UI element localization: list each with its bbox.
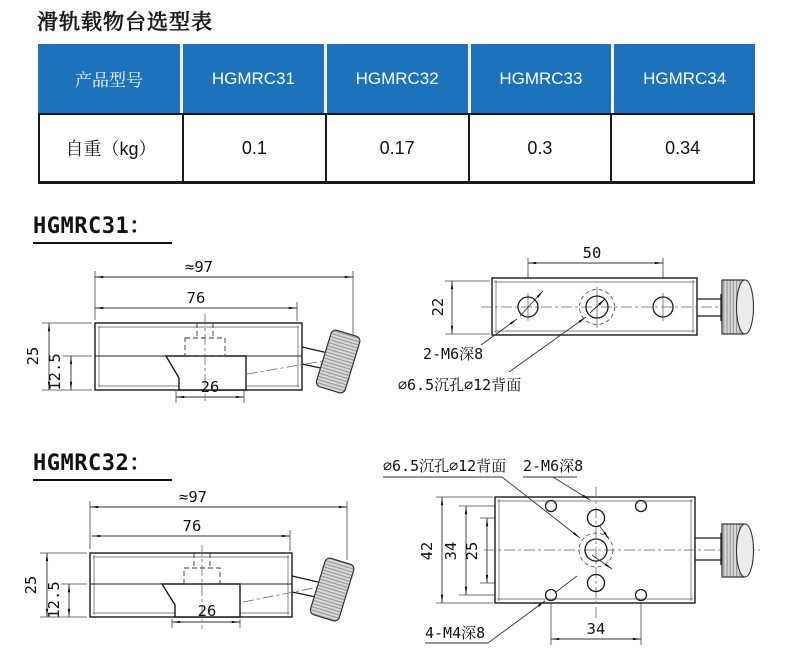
table-header-hgmrc32: HGMRC32	[324, 44, 468, 113]
weight-value-hgmrc32: 0.17	[325, 115, 468, 181]
weight-value-hgmrc34: 0.34	[610, 115, 753, 181]
knurled-knob	[722, 280, 754, 334]
table-row-label: 自重（kg）	[40, 115, 182, 181]
dim-height: 25	[22, 575, 40, 595]
section-heading-hgmrc31: HGMRC31：	[33, 209, 172, 244]
clamp-shaft	[695, 533, 721, 565]
dim-block-width: 26	[197, 602, 217, 620]
hgmrc32-drawing	[0, 448, 790, 662]
dim-plate-width: 22	[429, 297, 447, 317]
table-header-hgmrc34: HGMRC34	[611, 44, 755, 113]
weight-value-hgmrc31: 0.1	[182, 115, 325, 181]
hgmrc32-side-view	[22, 488, 355, 629]
dim-block-width: 26	[200, 378, 220, 396]
dim-half-height: 12.5	[45, 581, 63, 619]
knurled-knob	[722, 524, 754, 577]
dim-m6-spacing: 25	[463, 541, 481, 561]
plate-body	[492, 278, 697, 335]
clamp-shaft	[697, 294, 721, 321]
section-heading-hgmrc32: HGMRC32：	[33, 446, 172, 481]
dim-overall-width: ≈97	[185, 258, 213, 276]
table-body-row	[38, 113, 755, 184]
dim-hole-spacing: 50	[582, 244, 602, 262]
knurled-knob	[315, 329, 361, 394]
dim-half-height: 12.5	[46, 353, 64, 391]
table-header-row	[38, 44, 755, 113]
knurled-knob	[309, 557, 355, 622]
dim-body-width: 76	[186, 289, 206, 307]
dim-m4-spacing-h: 34	[586, 620, 606, 638]
label-m6-holes: 2-M6深8	[523, 457, 584, 475]
weight-value-hgmrc33: 0.3	[468, 115, 611, 181]
table-header-product-model: 产品型号	[38, 44, 180, 113]
dim-overall-width: ≈97	[179, 488, 207, 506]
dim-plate-height: 42	[418, 541, 436, 561]
clamp-shaft	[292, 576, 318, 597]
hgmrc31-side-view	[24, 258, 361, 403]
product-selection-table	[38, 44, 755, 184]
hgmrc31-top-view	[398, 244, 754, 394]
dim-m4-spacing-v: 34	[442, 541, 460, 561]
table-header-hgmrc33: HGMRC33	[468, 44, 612, 113]
table-header-hgmrc31: HGMRC31	[180, 44, 324, 113]
label-m6-holes: 2-M6深8	[423, 345, 484, 363]
label-m4-holes: 4-M4深8	[425, 624, 486, 642]
hgmrc31-drawing	[0, 240, 790, 425]
dim-body-width: 76	[182, 517, 202, 535]
dim-height: 25	[24, 346, 42, 366]
label-counterbore: ∅6.5沉孔∅12背面	[398, 376, 522, 394]
hgmrc32-top-view	[383, 457, 760, 645]
page-title: 滑轨载物台选型表	[37, 11, 213, 34]
label-counterbore: ∅6.5沉孔∅12背面	[383, 457, 507, 475]
